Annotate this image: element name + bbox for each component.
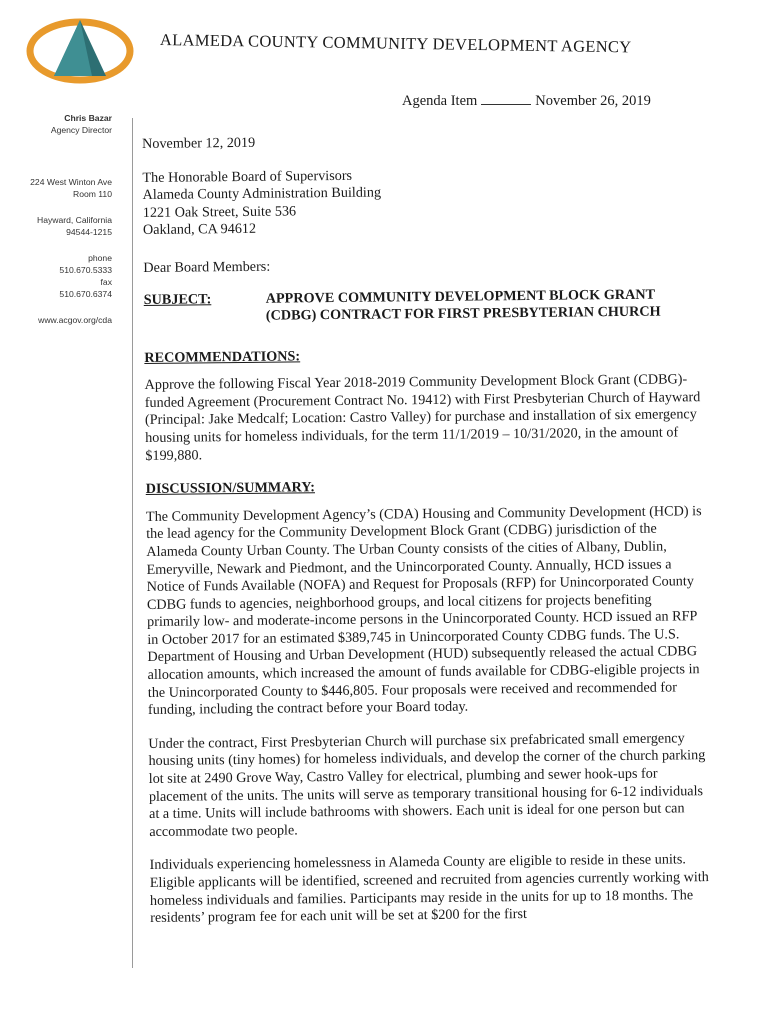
subject-line-2: (CDBG) CONTRACT FOR FIRST PRESBYTERIAN CHURCH	[265, 303, 661, 324]
discussion-paragraph-3: Individuals experiencing homelessness in Alameda County are eligible to reside in these units. Eligible applicants will be identified, screened and recruited from agencies currently working with homeless individuals and families. Participants may reside in the units for up to 18 months. The residents’ program fee for each unit will be set at $200 for the first	[149, 851, 709, 927]
discussion-paragraph-2: Under the contract, First Presbyterian Church will purchase six prefabricated small emergency housing units (tiny homes) for homeless individuals, and develop the corner of the church parking lot site at 2490 Grove Way, Castro Valley for electrical, plumbing and sewer hook-ups for placement of the units. The units will serve as temporary transitional housing for 6-12 individuals at a time. Units will include bathrooms with showers. Each unit is ideal for one person but can accommodate two people.	[148, 730, 706, 840]
phone-number: 510.670.5333	[59, 265, 112, 275]
agenda-date: November 26, 2019	[535, 93, 651, 109]
address-line: Oakland, CA 94612	[142, 221, 257, 239]
letter-body	[142, 130, 710, 944]
agency-name: ALAMEDA COUNTY COMMUNITY DEVELOPMENT AGENCY	[159, 30, 632, 57]
address-line: 1221 Oak Street, Suite 536	[142, 203, 297, 221]
recommendations-heading: RECOMMENDATIONS:	[144, 347, 301, 366]
address-room: Room 110	[72, 189, 112, 199]
subject-text	[266, 286, 706, 325]
greeting: Dear Board Members:	[143, 258, 271, 276]
website: www.acgov.org/cda	[38, 315, 112, 325]
subject-block	[144, 286, 704, 334]
address-zip: 94544-1215	[66, 227, 112, 237]
recipient-address	[142, 164, 703, 240]
discussion-heading: DISCUSSION/SUMMARY:	[145, 479, 316, 498]
director-title: Agency Director	[50, 125, 112, 135]
letter-date: November 12, 2019	[142, 134, 256, 152]
address-street: 224 West Winton Ave	[30, 177, 112, 187]
phone-label: phone	[88, 253, 112, 263]
address-line: The Honorable Board of Supervisors	[142, 167, 353, 186]
address-city: Hayward, California	[37, 215, 112, 225]
agenda-line	[402, 92, 651, 110]
agenda-item-blank	[481, 92, 531, 105]
fax-label: fax	[100, 277, 112, 287]
agency-logo	[26, 14, 134, 88]
address-line: Alameda County Administration Building	[142, 184, 382, 204]
subject-line-1: APPROVE COMMUNITY DEVELOPMENT BLOCK GRANT	[265, 286, 656, 307]
vertical-divider	[132, 118, 133, 968]
logo-graphic	[26, 14, 134, 88]
subject-label: SUBJECT:	[143, 290, 212, 308]
recommendations-text: Approve the following Fiscal Year 2018-2019 Community Development Block Grant (CDBG)-funded Agreement (Procurement Contract No. 19412) with First Presbyterian Church of Hayward (Principal: Jake Medcalf; Location: Castro Valley) for purchase and installation of six emergency housing units for homeless individuals, for the term 11/1/2019 – 10/31/2020, in the amount of $199,880.	[144, 371, 701, 464]
agenda-item-label: Agenda Item	[402, 93, 478, 109]
sidebar-contact-info	[14, 112, 112, 326]
director-name: Chris Bazar	[64, 113, 112, 123]
fax-number: 510.670.6374	[59, 289, 112, 299]
discussion-paragraph-1: The Community Development Agency’s (CDA) Housing and Community Development (HCD) is the lead agency for the Community Development Block Grant (CDBG) jurisdiction of the Alameda County Urban County. The Urban County consists of the cities of Albany, Dublin, Emeryville, Newark and Piedmont, and the Unincorporated County. Annually, HCD issues a Notice of Funds Available (NOFA) and Request for Proposals (RFP) for Unincorporated County CDBG funds to agencies, neighborhood groups, and local citizens for projects benefiting primarily low- and moderate-income persons in the Unincorporated County. HCD issued an RFP in October 2017 for an estimated $389,745 in Unincorporated County CDBG funds. The U.S. Department of Housing and Urban Development (HUD) subsequently released the actual CDBG allocation amounts, which increased the amount of funds available for CDBG-eligible projects in the Unincorporated County to $446,805. Four proposals were received and recommended for funding, including the contract before your Board today.	[145, 502, 702, 719]
